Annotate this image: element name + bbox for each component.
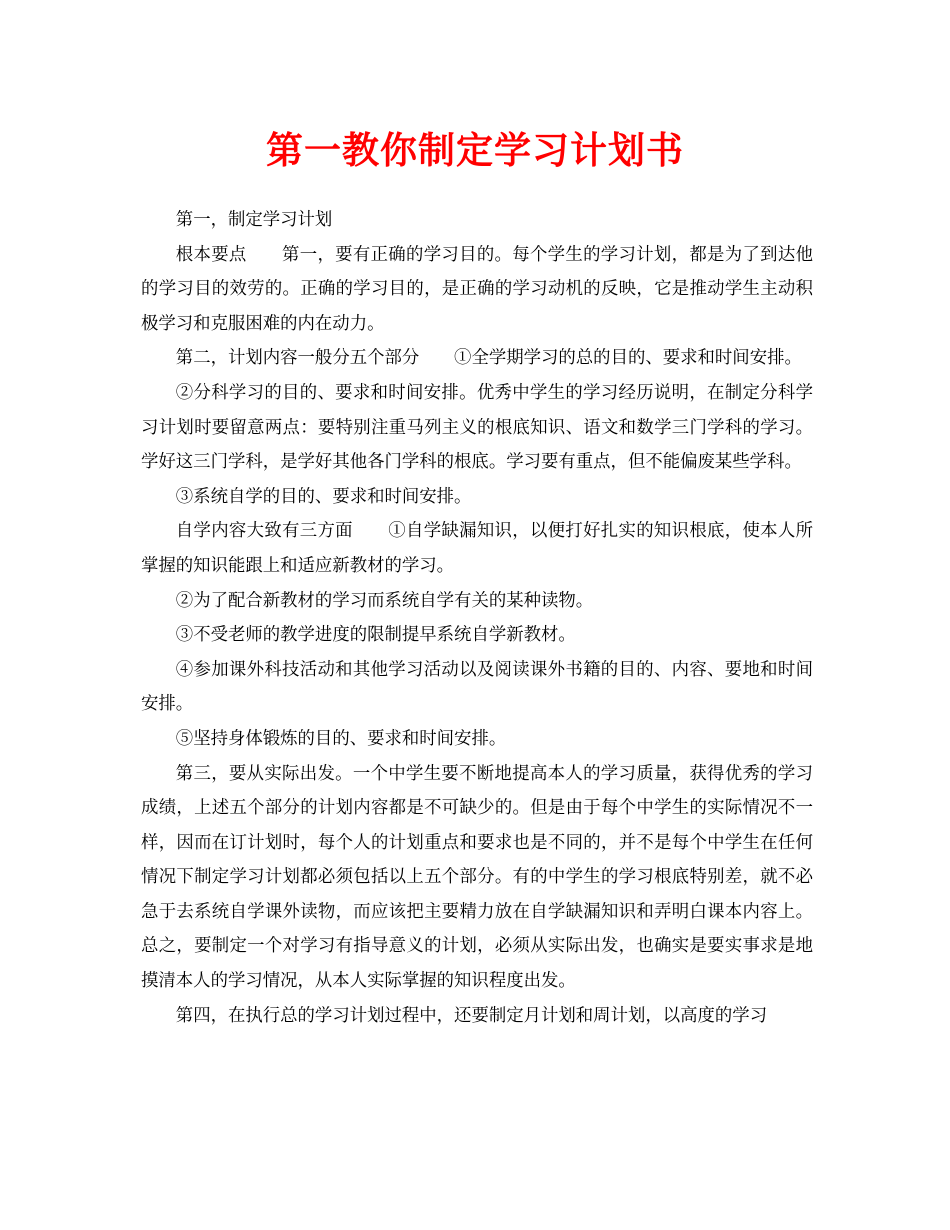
paragraph: ②分科学习的目的、要求和时间安排。优秀中学生的学习经历说明，在制定分科学习计划时要留意两点：要特别注重马列主义的根底知识、语文和数学三门学科的学习。学好这三门学科，是学好其他各门学科的根底。学习要有重点，但不能偏废某些学科。 (141, 382, 813, 473)
paragraph: 第一，制定学习计划 (175, 210, 333, 230)
paragraph: 第二，计划内容一般分五个部分 ①全学期学习的总的目的、要求和时间安排。 (175, 348, 802, 369)
paragraph: 自学内容大致有三方面 ①自学缺漏知识，以便打好扎实的知识根底，使本人所掌握的知识能跟上和适应新教材的学习。 (141, 521, 813, 576)
paragraph: ②为了配合新教材的学习而系统自学有关的某种读物。 (175, 590, 594, 611)
paragraph: ④参加课外科技活动和其他学习活动以及阅读课外书籍的目的、内容、要地和时间安排。 (141, 659, 813, 715)
paragraph: ③不受老师的教学进度的限制提早系统自学新教材。 (175, 625, 576, 646)
document-title: 第一教你制定学习计划书 (266, 128, 684, 172)
paragraph: 根本要点 第一，要有正确的学习目的。每个学生的学习计划，都是为了到达他的学习目的效劳的。正确的学习目的，是正确的学习动机的反映，它是推动学生主动积极学习和克服困难的内在动力。 (141, 244, 813, 334)
paragraph: 第四，在执行总的学习计划过程中，还要制定月计划和周计划，以高度的学习 (175, 1005, 768, 1026)
document-body (141, 203, 813, 1033)
paragraph: ⑤坚持身体锻炼的目的、要求和时间安排。 (175, 728, 507, 749)
paragraph: ③系统自学的目的、要求和时间安排。 (175, 486, 472, 507)
paragraph: 第三，要从实际出发。一个中学生要不断地提高本人的学习质量，获得优秀的学习成绩，上述五个部分的计划内容都是不可缺少的。但是由于每个中学生的实际情况不一样，因而在订计划时，每个人的计划重点和要求也是不同的，并不是每个中学生在任何情况下制定学习计划都必须包括以上五个部分。有的中学生的学习根底特别差，就不必急于去系统自学课外读物，而应该把主要精力放在自学缺漏知识和弄明白课本内容上。总之，要制定一个对学习有指导意义的计划，必须从实际出发，也确实是要实事求是地摸清本人的学习情况，从本人实际掌握的知识程度出发。 (141, 763, 813, 992)
